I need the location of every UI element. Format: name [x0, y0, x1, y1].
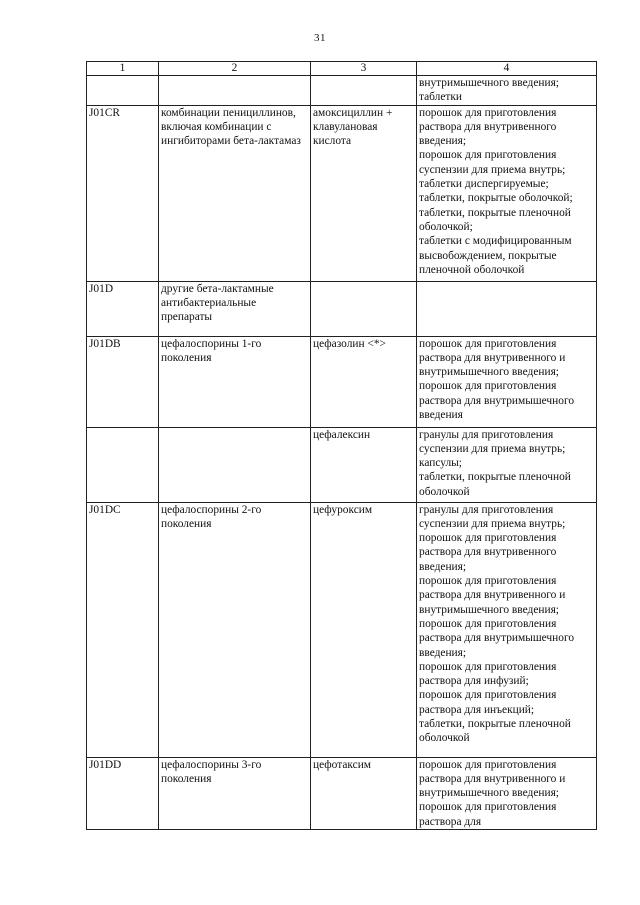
dosage-form-item: таблетки диспергируемые;: [419, 178, 549, 191]
dosage-form-item: порошок для приготовления раствора для внутримышечного введения: [419, 380, 575, 422]
atc-code-cell: [87, 427, 159, 502]
atc-code-cell: J01D: [87, 281, 159, 336]
drug-table: [86, 61, 597, 830]
table-row: [87, 502, 597, 757]
group-name-cell: цефалоспорины 1-го поколения: [159, 336, 311, 427]
dosage-form-item: порошок для приготовления раствора для внутримышечного введения;: [419, 617, 575, 659]
dosage-form-item: таблетки, покрытые оболочкой;: [419, 192, 573, 205]
dosage-form-item: порошок для приготовления раствора для внутривенного и внутримышечного введения;: [419, 758, 566, 800]
drug-name-cell: цефазолин <*>: [311, 336, 417, 427]
dosage-form-item: порошок для приготовления раствора для инфузий;: [419, 660, 557, 688]
drug-name-cell: амоксициллин + клавулановая кислота: [311, 105, 417, 281]
dosage-form-item: порошок для приготовления раствора для: [419, 801, 557, 828]
header-col-4: 4: [417, 62, 597, 76]
dosage-form-item: гранулы для приготовления суспензии для приема внутрь;: [419, 503, 566, 530]
header-col-1: 1: [87, 62, 159, 76]
group-name-cell: другие бета-лактамные антибактериальные препараты: [159, 281, 311, 336]
header-row: [87, 62, 597, 76]
dosage-form-item: порошок для приготовления суспензии для приема внутрь;: [419, 149, 566, 176]
dosage-form-item: порошок для приготовления раствора для внутривенного введения;: [419, 532, 557, 573]
dosage-form-item: внутримышечного введения;: [419, 77, 559, 89]
atc-code-cell: [87, 76, 159, 106]
table-row: [87, 427, 597, 502]
dosage-form-item: таблетки, покрытые пленочной оболочкой;: [419, 206, 571, 233]
dosage-form-cell: [417, 76, 597, 106]
dosage-form-cell: [417, 105, 597, 281]
drug-name-cell: цефуроксим: [311, 502, 417, 757]
group-name-cell: комбинации пенициллинов, включая комбинации с ингибиторами бета-лактамаз: [159, 105, 311, 281]
atc-code-cell: J01DD: [87, 757, 159, 829]
group-name-cell: цефалоспорины 3-го поколения: [159, 757, 311, 829]
dosage-form-item: порошок для приготовления раствора для инъекций;: [419, 689, 557, 716]
dosage-form-item: капсулы;: [419, 457, 462, 470]
table-body: [87, 76, 597, 830]
group-name-cell: [159, 427, 311, 502]
drug-name-cell: цефалексин: [311, 427, 417, 502]
dosage-form-item: таблетки с модифицированным высвобождением, покрытые пленочной оболочкой: [419, 235, 572, 276]
atc-code-cell: J01CR: [87, 105, 159, 281]
group-name-cell: [159, 76, 311, 106]
dosage-form-cell: [417, 427, 597, 502]
dosage-form-cell: [417, 281, 597, 336]
dosage-form-item: таблетки: [419, 91, 463, 104]
header-col-3: 3: [311, 62, 417, 76]
page-number: 31: [314, 32, 326, 44]
dosage-form-item: порошок для приготовления раствора для внутривенного и внутримышечного введения;: [419, 337, 566, 379]
table-row: [87, 105, 597, 281]
drug-name-cell: [311, 281, 417, 336]
dosage-form-cell: [417, 336, 597, 427]
table-row: [87, 76, 597, 106]
dosage-form-cell: [417, 757, 597, 829]
atc-code-cell: J01DC: [87, 502, 159, 757]
dosage-form-item: порошок для приготовления раствора для внутривенного и внутримышечного введения;: [419, 575, 566, 616]
atc-code-cell: J01DB: [87, 336, 159, 427]
drug-name-cell: цефотаксим: [311, 757, 417, 829]
dosage-form-cell: [417, 502, 597, 757]
table-row: [87, 336, 597, 427]
table-row: [87, 281, 597, 336]
header-col-2: 2: [159, 62, 311, 76]
table-row: [87, 757, 597, 829]
group-name-cell: цефалоспорины 2-го поколения: [159, 502, 311, 757]
dosage-form-item: гранулы для приготовления суспензии для приема внутрь;: [419, 428, 566, 455]
dosage-form-item: порошок для приготовления раствора для внутривенного введения;: [419, 106, 557, 148]
dosage-form-item: таблетки, покрытые пленочной оболочкой: [419, 471, 571, 498]
dosage-form-item: таблетки, покрытые пленочной оболочкой: [419, 718, 571, 745]
drug-name-cell: [311, 76, 417, 106]
